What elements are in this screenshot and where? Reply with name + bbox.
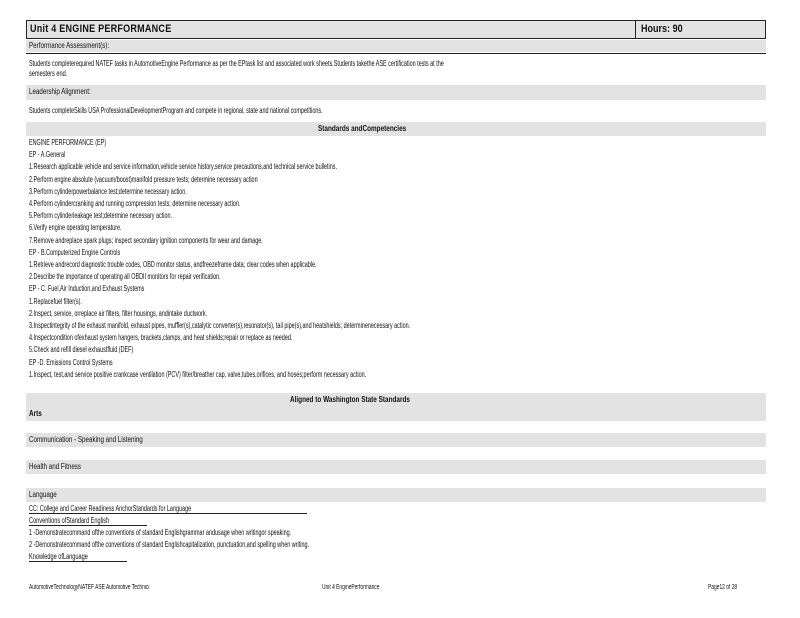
health-label: Health and Fitness	[29, 462, 82, 471]
leadership-bar	[26, 85, 766, 100]
knowledge-heading: Knowledge ofLanguage	[29, 552, 88, 561]
ccr-underline	[29, 513, 307, 514]
knowledge-underline	[29, 561, 127, 562]
language-standard-1: 1 -Demonstratecommand ofthe conventions of standard Englishgrammar andusage when writingor speaking.	[29, 528, 292, 537]
performance-bar	[26, 40, 766, 52]
footer-center: Unit 4 EnginePerformance	[322, 584, 380, 591]
standards-line: 1.Retrieve andrecord diagnostic trouble codes, OBD monitor status, andfreezeframe data; clear codes when applicable.	[29, 260, 317, 269]
standards-line: 2.Describe the importance of operating all OBDII monitors for repair verification.	[29, 272, 221, 282]
footer-left: AutomotiveTechnologyNATEF ASE Automotive Technici	[29, 584, 150, 591]
standards-line: 6.Verify engine operating temperature.	[29, 223, 122, 233]
standards-line: 3.Perform cylinderpowerbalance test;determine necessary action.	[29, 186, 187, 196]
language-standard-2: 2 -Demonstratecommand ofthe conventions of standard Englishcapitalization, punctuation,and spelling when writing.	[29, 540, 310, 549]
standards-line: 1.Replacefuel filter(s).	[29, 296, 82, 306]
header-divider	[635, 21, 636, 38]
standards-line: 4.Inspectcondition ofexhaust system hangers, brackets,clamps, and heat shields;repair or replace as needed.	[29, 333, 293, 343]
standards-line: 4.Perform cylindercranking and running compression tests; determine necessary action.	[29, 199, 241, 208]
footer-page-number: Page12 of 28	[708, 584, 738, 591]
unit-title: Unit 4 ENGINE PERFORMANCE	[30, 23, 172, 35]
standards-line: 2.Perform engine absolute (vacuum/boost)manifold pressure tests; determine necessary action	[29, 174, 258, 184]
standards-line: 1.Research applicable vehicle and service information,vehicle service history,service precautions,and technical service bulletins.	[29, 162, 338, 172]
conventions-underline	[29, 525, 147, 526]
standards-line: EP -D. Emissions Control Systems	[29, 357, 113, 367]
language-label: Language	[29, 490, 57, 499]
leadership-label: Leadership Alignment:	[29, 87, 91, 96]
communication-label: Communication - Speaking and Listening	[29, 435, 143, 444]
aligned-title: Aligned to Washington State Standards	[290, 395, 410, 404]
health-bar	[26, 460, 766, 474]
standards-line: ENGINE PERFORMANCE (EP)	[29, 138, 107, 147]
hours-label: Hours: 90	[641, 23, 683, 35]
conventions-heading: Conventions ofStandard English	[29, 516, 110, 525]
standards-line: EP - B.Computerized Engine Controls	[29, 247, 121, 257]
leadership-text: Students completeSkills USA ProfessionalDevelopmentProgram and compete in regional, state and national competitions.	[29, 106, 323, 115]
standards-line: 5.Perform cylinderleakage test;determine necessary action.	[29, 211, 173, 221]
standards-line: 7.Remove andreplace spark plugs; inspect secondary ignition components for wear and damage.	[29, 235, 263, 245]
performance-text-2: semesters end.	[29, 69, 68, 78]
performance-rule	[26, 53, 766, 54]
arts-label: Arts	[29, 409, 42, 418]
standards-line: 1.Inspect, test,and service positive crankcase ventilation (PCV) filter/breather cap, valve,tubes,orifices, and hoses;perform necessary action.	[29, 369, 367, 379]
standards-line: EP - A.General	[29, 150, 66, 160]
standards-title: Standards andCompetencies	[318, 124, 407, 133]
standards-line: 3.Inspectintegrity of the exhaust manifold, exhaust pipes, muffler(s),catalytic converter(s),resonator(s), tail pipe(s),and heatshields; determinenecessary action.	[29, 321, 411, 330]
standards-line: 2.Inspect, service, orreplace air filters, filter housings, andintake ductwork.	[29, 308, 208, 318]
performance-text-1: Students completerequired NATEF tasks in AutomotiveEngine Performance as per the EPtask list and associated work sheets.Students takethe ASE certification tests at the	[29, 59, 444, 68]
language-bar	[26, 488, 766, 502]
ccr-anchor-standards: CC: College and Career Readiness AnchorStandards for Language	[29, 504, 192, 513]
performance-label: Performance Assessment(s):	[29, 41, 110, 50]
unit-header	[26, 20, 766, 39]
standards-line: EP - C. Fuel,Air Induction,and Exhaust Systems	[29, 284, 145, 294]
standards-line: 5.Check and refill diesel exhaustfluid (DEF)	[29, 345, 134, 355]
